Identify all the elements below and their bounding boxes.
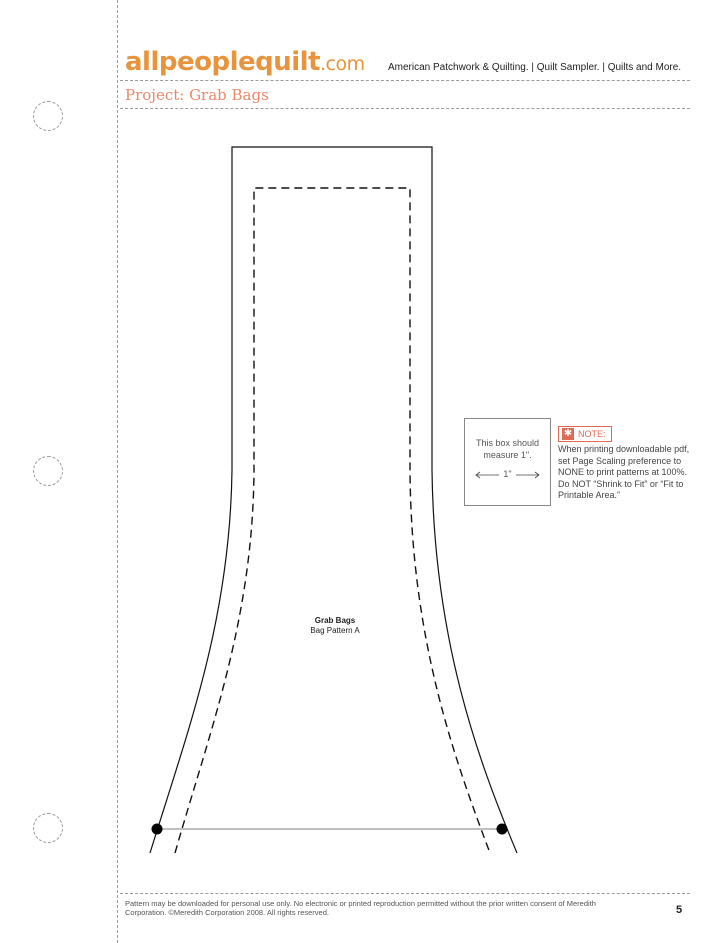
asterisk-icon: ✱ <box>563 428 573 439</box>
logo-main-text: allpeoplequilt <box>125 47 321 77</box>
cutting-line <box>150 147 517 853</box>
measure-instruction: This box should measure 1". <box>475 438 540 460</box>
project-title: Project: Grab Bags <box>125 86 269 104</box>
note-badge <box>558 426 612 442</box>
page-number: 5 <box>676 904 683 916</box>
measure-box <box>464 418 551 506</box>
pattern-label <box>300 616 370 636</box>
match-dot-right <box>497 824 508 835</box>
footer-divider <box>120 893 690 894</box>
match-dot-left <box>152 824 163 835</box>
pattern-piece: Bag Pattern A <box>310 626 360 635</box>
brand-list: American Patchwork & Quilting. | Quilt Sampler. | Quilts and More. <box>388 62 682 73</box>
note-label: NOTE: <box>578 429 606 439</box>
seam-line <box>175 188 490 853</box>
note-text: When printing downloadable pdf, set Page Scaling preference to NONE to print patterns at 100%. Do NOT “Shrink to Fit” or “Fit to Printable Area.” <box>558 444 690 500</box>
copyright-notice: Pattern may be downloaded for personal use only. No electronic or printed reproduction permitted without the prior written consent of Meredith Corporation. ©Meredith Corporation 2008. All rights reserved. <box>125 899 596 917</box>
measure-dimension: 1" <box>503 469 512 479</box>
logo-suffix-text: .com <box>320 53 365 75</box>
pattern-name: Grab Bags <box>314 616 356 625</box>
